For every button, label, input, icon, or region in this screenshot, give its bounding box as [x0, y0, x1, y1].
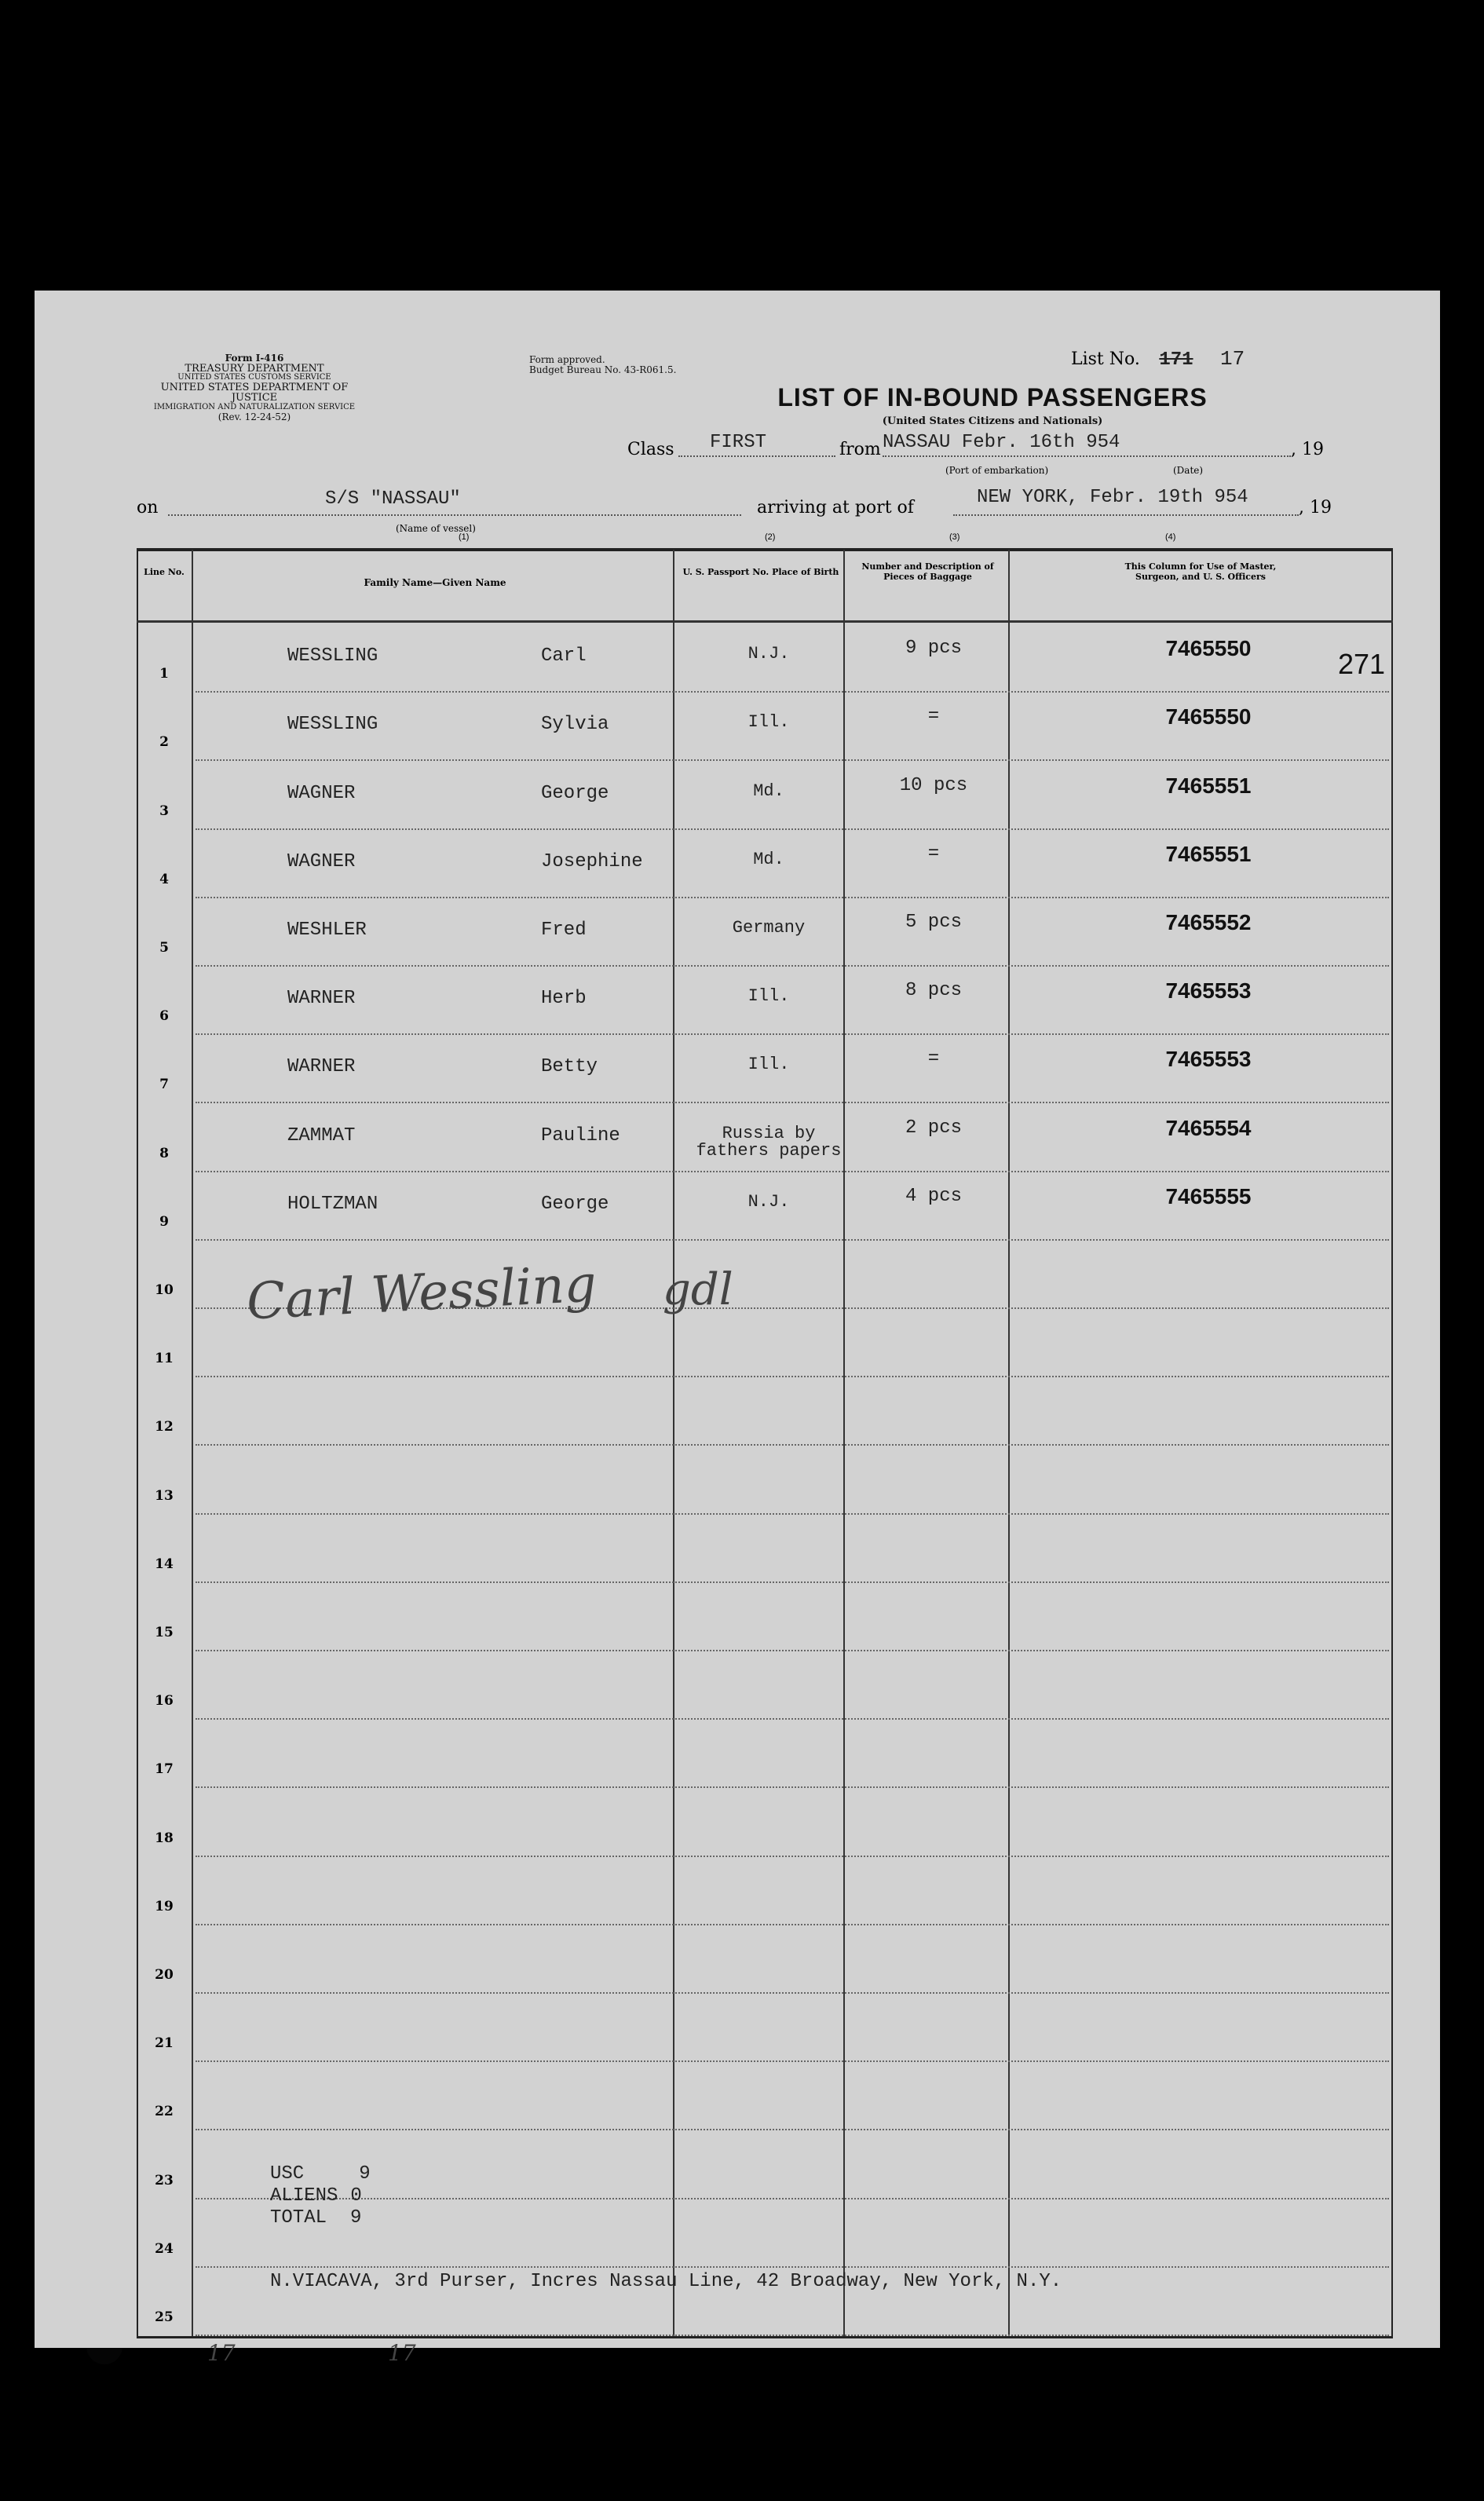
total-count: 9: [350, 2207, 362, 2229]
family-name: WESHLER: [287, 920, 367, 941]
family-name: WAGNER: [287, 850, 356, 872]
given-name: George: [541, 782, 609, 804]
baggage-count: =: [927, 843, 940, 865]
row-number: 8: [159, 1145, 169, 1161]
form-number: Form I-416: [225, 353, 284, 364]
row-number: 3: [159, 803, 169, 819]
officer-number: 7465551: [1165, 841, 1252, 866]
row-rule: [196, 691, 1389, 693]
customs-label: UNITED STATES CUSTOMS SERVICE: [177, 373, 331, 382]
row-rule: [196, 2060, 1389, 2062]
row-number: 22: [155, 2104, 174, 2120]
row-number: 4: [159, 871, 169, 887]
budget-bureau: Budget Bureau No. 43-R061.5.: [529, 364, 677, 375]
year-label: , 19: [1291, 440, 1324, 459]
list-no-crossed: 171: [1159, 349, 1193, 371]
row-number: 21: [155, 2035, 174, 2052]
column-header-officers: This Column for Use of Master, Surgeon, and U. S. Officers: [1124, 561, 1277, 582]
column-number: (2): [765, 532, 776, 542]
page-stamp: 271: [1338, 648, 1386, 680]
row-rule: [196, 1650, 1389, 1651]
row-rule: [196, 1992, 1389, 1994]
row-rule: [196, 2129, 1389, 2130]
usc-label: USC: [270, 2163, 305, 2185]
row-rule: [196, 1444, 1389, 1446]
row-rule: [196, 965, 1389, 967]
officer-number: 7465555: [1165, 1183, 1252, 1208]
row-number: 20: [155, 1967, 174, 1983]
arriving-label: arriving at port of: [757, 498, 914, 517]
justice-label: UNITED STATES DEPARTMENT OF JUSTICE: [160, 381, 349, 404]
given-name: Betty: [541, 1056, 598, 1078]
column-header-passport: U. S. Passport No. Place of Birth: [682, 567, 839, 577]
list-no-value: 17: [1220, 347, 1245, 371]
family-name: WARNER: [287, 988, 356, 1010]
passenger-table-frame: [137, 548, 1393, 2338]
row-rule: [196, 1239, 1389, 1241]
family-name: WESSLING: [287, 645, 378, 667]
birth-place: N.J.: [747, 1191, 790, 1212]
baggage-count: =: [927, 1048, 940, 1070]
footer-mark: 17: [207, 2340, 236, 2366]
birth-place: Ill.: [747, 986, 790, 1007]
aliens-label: ALIENS: [270, 2185, 338, 2207]
list-no-label: List No.: [1071, 349, 1140, 369]
officer-number: 7465553: [1165, 1047, 1252, 1072]
column-header-line: Line No.: [144, 567, 185, 577]
officer-number: 7465550: [1165, 704, 1252, 729]
usc-count: 9: [359, 2163, 371, 2185]
totals-block: [270, 2163, 371, 2229]
given-name: Sylvia: [541, 714, 609, 736]
row-rule: [196, 1102, 1389, 1103]
column-header-baggage: Number and Description of Pieces of Baggage: [861, 561, 994, 582]
row-number: 17: [155, 1761, 174, 1778]
immigration-label: IMMIGRATION AND NATURALIZATION SERVICE: [153, 403, 356, 412]
row-number: 13: [155, 1487, 174, 1504]
date-label: (Date): [1173, 465, 1204, 476]
list-number: [1071, 347, 1245, 371]
row-number: 5: [159, 940, 169, 956]
page-subtitle: (United States Citizens and Nationals): [882, 415, 1103, 427]
row-number: 9: [159, 1213, 169, 1230]
row-number: 7: [159, 1077, 169, 1093]
baggage-count: =: [927, 706, 940, 728]
family-name: ZAMMAT: [287, 1124, 356, 1146]
total-label: TOTAL: [270, 2207, 327, 2229]
row-number: 14: [155, 1556, 174, 1572]
arrival-value: NEW YORK, Febr. 19th 954: [977, 487, 1248, 508]
row-number: 2: [159, 734, 169, 751]
aliens-count: 0: [350, 2185, 362, 2207]
birth-place: Md.: [753, 849, 784, 869]
year-label: , 19: [1299, 498, 1332, 517]
row-number: 18: [155, 1830, 174, 1846]
row-rule: [196, 1856, 1389, 1857]
given-name: Josephine: [541, 850, 643, 872]
from-label: from: [839, 440, 881, 459]
treasury-label: TREASURY DEPARTMENT: [185, 362, 324, 375]
birth-place: Ill.: [747, 712, 790, 733]
on-label: on: [137, 498, 159, 517]
baggage-count: 9 pcs: [905, 638, 962, 660]
row-number: 12: [155, 1419, 174, 1435]
given-name: Herb: [541, 988, 587, 1010]
row-number: 1: [159, 666, 169, 682]
row-number: 6: [159, 1008, 169, 1025]
row-rule: [196, 1376, 1389, 1377]
baggage-count: 5 pcs: [905, 912, 962, 933]
family-name: WAGNER: [287, 782, 356, 804]
given-name: Fred: [541, 920, 587, 941]
purser-line: N.VIACAVA, 3rd Purser, Incres Nassau Line, 42 Broadway, New York, N.Y.: [270, 2271, 1062, 2292]
row-number: 23: [155, 2172, 174, 2188]
row-rule: [196, 1171, 1389, 1172]
row-rule: [196, 2266, 1389, 2268]
row-rule: [196, 828, 1389, 830]
column-header-name: Family Name—Given Name: [364, 577, 506, 588]
officer-number: 7465553: [1165, 978, 1252, 1004]
officer-number: 7465551: [1165, 773, 1252, 798]
officer-number: 7465554: [1165, 1115, 1252, 1140]
class-value: FIRST: [710, 432, 767, 453]
row-rule: [196, 759, 1389, 761]
birth-place: Germany: [732, 918, 806, 938]
row-number: 10: [155, 1282, 174, 1298]
form-approved: Form approved.: [529, 354, 605, 365]
vessel-label: (Name of vessel): [396, 523, 476, 534]
given-name: George: [541, 1193, 609, 1215]
given-name: Pauline: [541, 1124, 620, 1146]
row-rule: [196, 897, 1389, 898]
title-block: [757, 385, 1228, 426]
embarkation-value: NASSAU Febr. 16th 954: [883, 432, 1120, 453]
agency-block: [137, 353, 372, 422]
class-label: Class: [627, 440, 674, 459]
row-number: 15: [155, 1625, 174, 1640]
row-number: 25: [155, 2309, 174, 2325]
row-rule: [196, 2198, 1389, 2199]
baggage-count: 2 pcs: [905, 1117, 962, 1139]
officer-number: 7465550: [1165, 636, 1252, 661]
approval-block: [529, 355, 733, 375]
row-number: 11: [155, 1351, 174, 1367]
vessel-value: S/S "NASSAU": [325, 488, 461, 510]
row-rule: [196, 1718, 1389, 1720]
row-rule: [196, 1581, 1389, 1583]
birth-place: Md.: [753, 781, 784, 801]
column-number: (3): [949, 532, 960, 542]
row-rule: [196, 1924, 1389, 1925]
column-number: (4): [1165, 532, 1176, 542]
family-name: HOLTZMAN: [287, 1193, 378, 1215]
handwritten-initials: gdl: [663, 1264, 733, 1315]
baggage-count: 8 pcs: [905, 980, 962, 1002]
row-rule: [196, 1786, 1389, 1788]
port-embarkation-label: (Port of embarkation): [945, 465, 1049, 476]
column-number: (1): [459, 532, 470, 542]
birth-place: Russia by fathers papers: [696, 1123, 842, 1161]
row-rule: [196, 1033, 1389, 1035]
family-name: WARNER: [287, 1056, 356, 1078]
given-name: Carl: [541, 645, 587, 667]
baggage-count: 10 pcs: [899, 774, 968, 796]
birth-place: Ill.: [747, 1055, 790, 1075]
row-rule: [196, 1513, 1389, 1515]
row-rule: [196, 2335, 1389, 2336]
handwritten-signature: Carl Wessling: [245, 1255, 598, 1332]
page-title: LIST OF IN-BOUND PASSENGERS: [777, 383, 1208, 411]
family-name: WESSLING: [287, 714, 378, 736]
birth-place: N.J.: [747, 644, 790, 664]
row-number: 16: [155, 1693, 174, 1709]
officer-number: 7465552: [1165, 910, 1252, 934]
form-sheet: [35, 291, 1440, 2366]
row-number: 19: [155, 1898, 174, 1914]
baggage-count: 4 pcs: [905, 1185, 962, 1207]
row-number: 24: [155, 2240, 174, 2257]
footer-mark: 17: [388, 2340, 416, 2366]
revision-label: (Rev. 12-24-52): [217, 411, 291, 422]
